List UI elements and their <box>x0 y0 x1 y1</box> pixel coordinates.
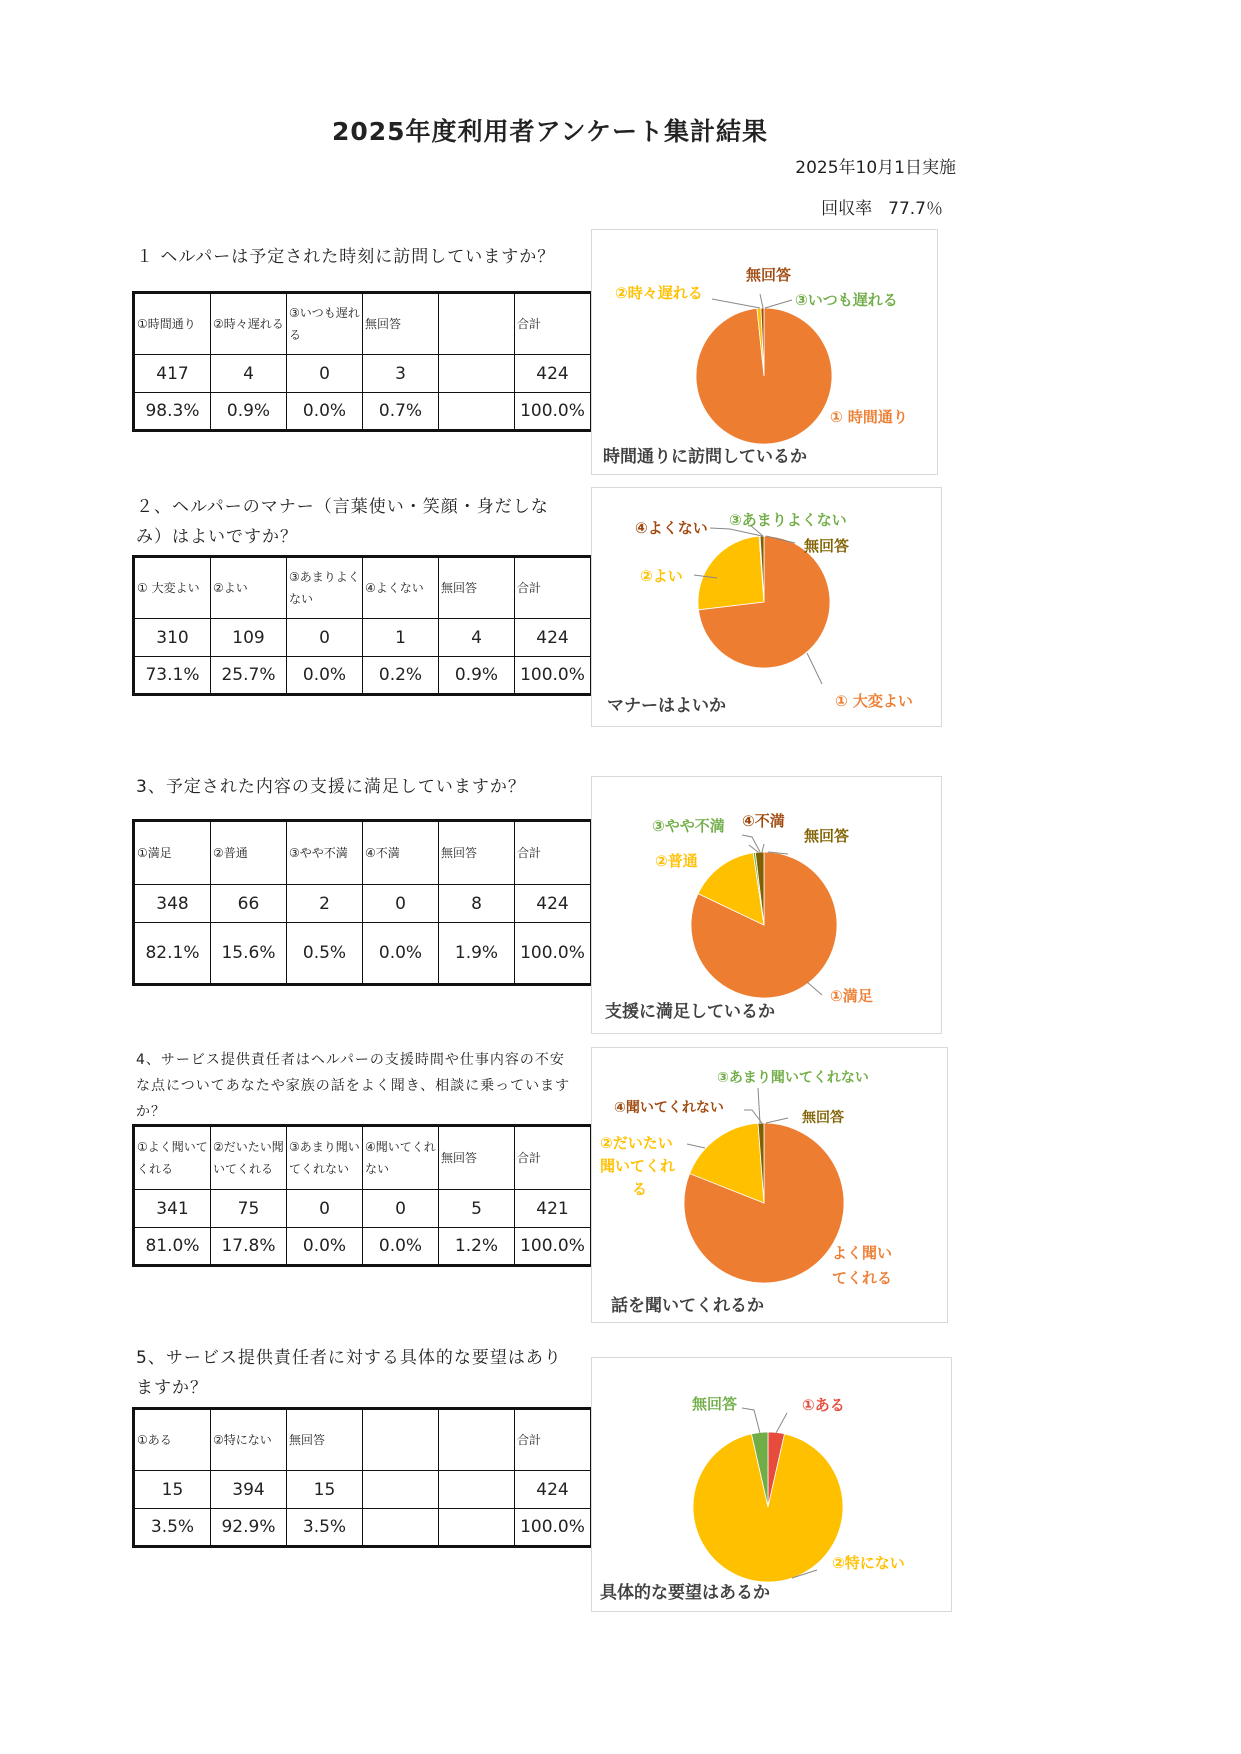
table-header-cell: ②普通 <box>211 821 287 885</box>
percent-cell: 0.0% <box>287 393 363 431</box>
slice-label: ④よくない <box>635 519 708 537</box>
percent-cell: 0.2% <box>363 657 439 695</box>
count-cell: 75 <box>211 1190 287 1228</box>
table-header-cell: 合計 <box>515 557 592 619</box>
percent-cell: 0.0% <box>287 657 363 695</box>
table-header-cell: ① 大変よい <box>134 557 211 619</box>
percent-cell: 100.0% <box>515 657 592 695</box>
question-4-text: 4、サービス提供責任者はヘルパーの支援時間や仕事内容の不安な点についてあなたや家族の話をよく聞き、相談に乗っていますか？ <box>136 1052 571 1120</box>
percent-cell: 0.0% <box>363 1228 439 1266</box>
leader-line <box>776 1413 787 1433</box>
leader-line <box>807 982 822 995</box>
slice-label: ④不満 <box>742 812 785 830</box>
count-cell: 424 <box>515 885 592 923</box>
slice-label: ① 大変よい <box>835 692 913 710</box>
table-header-cell: 無回答 <box>287 1409 363 1471</box>
pie-chart-3 <box>592 777 941 1033</box>
pie-chart-1 <box>592 230 937 474</box>
table-header-cell <box>439 1409 515 1471</box>
table-header-cell: ④よくない <box>363 557 439 619</box>
response-rate-label: 回収率 <box>821 199 873 219</box>
chart-title: 支援に満足しているか <box>605 1002 775 1022</box>
chart-title: 話を聞いてくれるか <box>611 1296 764 1316</box>
slice-label: ②特にない <box>832 1554 905 1572</box>
table-header-cell: ④聞いてくれない <box>363 1126 439 1190</box>
table-header-cell: ②特にない <box>211 1409 287 1471</box>
slice-label: よく聞い <box>832 1244 893 1262</box>
table-header-cell: 合計 <box>515 1126 592 1190</box>
question-3-table <box>132 819 593 986</box>
count-cell: 394 <box>211 1471 287 1509</box>
percent-cell: 73.1% <box>134 657 211 695</box>
table-header-cell: 合計 <box>515 821 592 885</box>
slice-label: 無回答 <box>746 266 792 284</box>
table-header-cell: 無回答 <box>363 293 439 355</box>
table-header-cell: ①満足 <box>134 821 211 885</box>
count-cell: 1 <box>363 619 439 657</box>
pie-slices <box>691 852 837 998</box>
leader-line <box>712 299 760 308</box>
table-header-cell: ③あまりよくない <box>287 557 363 619</box>
table-header-cell: 合計 <box>515 1409 592 1471</box>
response-rate <box>821 194 943 219</box>
pie-slices <box>696 308 832 444</box>
count-cell: 5 <box>439 1190 515 1228</box>
percent-cell <box>439 393 515 431</box>
percent-cell: 0.5% <box>287 923 363 985</box>
question-5-text: 5、サービス提供責任者に対する具体的な要望はありますか？ <box>136 1348 562 1398</box>
leader-line <box>687 1144 705 1148</box>
question-2-text: ２、ヘルパーのマナー（言葉使い・笑顔・身だしなみ）はよいですか？ <box>136 497 549 547</box>
table-header-cell: 無回答 <box>439 1126 515 1190</box>
percent-cell: 1.9% <box>439 923 515 985</box>
slice-label: 無回答 <box>804 537 850 555</box>
table-header-cell: ②よい <box>211 557 287 619</box>
leader-line <box>766 1118 788 1123</box>
count-cell: 0 <box>287 355 363 393</box>
pie-slices <box>698 536 830 668</box>
slice-label: ③いつも遅れる <box>795 291 898 309</box>
question-4-chart <box>591 1047 948 1323</box>
slice-label: ②時々遅れる <box>615 284 703 302</box>
slice-label: てくれる <box>832 1269 893 1287</box>
percent-cell: 3.5% <box>134 1509 211 1547</box>
table-header-cell: 無回答 <box>439 821 515 885</box>
question-3-text: 3、予定された内容の支援に満足していますか？ <box>136 777 526 797</box>
table-header-cell: ②だいたい聞いてくれる <box>211 1126 287 1190</box>
count-cell: 3 <box>363 355 439 393</box>
slice-label: ③あまり聞いてくれない <box>717 1070 869 1086</box>
count-cell: 8 <box>439 885 515 923</box>
leader-line <box>760 294 763 308</box>
table-header-cell: 無回答 <box>439 557 515 619</box>
count-cell: 0 <box>363 885 439 923</box>
count-cell: 424 <box>515 1471 592 1509</box>
slice-label: ②よい <box>640 567 683 585</box>
count-cell <box>439 1471 515 1509</box>
count-cell: 310 <box>134 619 211 657</box>
question-2-chart <box>591 487 942 727</box>
slice-label: 無回答 <box>692 1395 738 1413</box>
pie-slices <box>684 1123 844 1283</box>
percent-cell: 1.2% <box>439 1228 515 1266</box>
count-cell: 0 <box>363 1190 439 1228</box>
question-1-table <box>132 291 593 432</box>
percent-cell <box>439 1509 515 1547</box>
percent-cell: 0.9% <box>439 657 515 695</box>
question-5-table <box>132 1407 593 1548</box>
percent-cell: 98.3% <box>134 393 211 431</box>
question-5-chart <box>591 1357 952 1612</box>
chart-title: マナーはよいか <box>607 696 726 716</box>
response-rate-value: 77.7％ <box>888 199 943 219</box>
percent-cell: 100.0% <box>515 1509 592 1547</box>
count-cell: 2 <box>287 885 363 923</box>
question-2-table <box>132 555 593 696</box>
pie-slices <box>693 1432 843 1582</box>
question-4-table <box>132 1124 593 1267</box>
table-header-cell: ①時間通り <box>134 293 211 355</box>
slice-label: ③やや不満 <box>652 817 725 835</box>
percent-cell: 25.7% <box>211 657 287 695</box>
percent-cell: 0.0% <box>287 1228 363 1266</box>
percent-cell: 100.0% <box>515 393 592 431</box>
percent-cell: 82.1% <box>134 923 211 985</box>
count-cell <box>363 1471 439 1509</box>
slice-label: る <box>632 1180 648 1198</box>
pie-chart-2 <box>592 488 941 726</box>
count-cell: 0 <box>287 1190 363 1228</box>
count-cell: 348 <box>134 885 211 923</box>
slice-label: 聞いてくれ <box>600 1157 676 1175</box>
slice-label: ④聞いてくれない <box>614 1100 724 1116</box>
table-header-cell: ③あまり聞いてくれない <box>287 1126 363 1190</box>
pie-chart-5 <box>592 1358 951 1611</box>
slice-label: 無回答 <box>804 827 850 845</box>
table-header-cell: ③いつも遅れる <box>287 293 363 355</box>
chart-title: 具体的な要望はあるか <box>600 1583 770 1603</box>
survey-date: 2025年10月1日実施 <box>795 158 956 178</box>
table-header-cell <box>439 293 515 355</box>
leader-lines <box>712 294 792 308</box>
slice-label: ①満足 <box>830 987 873 1005</box>
percent-cell: 92.9% <box>211 1509 287 1547</box>
slice-label: ③あまりよくない <box>729 511 847 529</box>
chart-title: 時間通りに訪問しているか <box>603 447 807 467</box>
percent-cell: 17.8% <box>211 1228 287 1266</box>
count-cell: 417 <box>134 355 211 393</box>
count-cell: 424 <box>515 355 592 393</box>
count-cell: 66 <box>211 885 287 923</box>
leader-line <box>807 653 822 684</box>
leader-line <box>765 300 792 308</box>
table-header-cell: ③やや不満 <box>287 821 363 885</box>
question-3-chart <box>591 776 942 1034</box>
percent-cell: 100.0% <box>515 923 592 985</box>
percent-cell: 100.0% <box>515 1228 592 1266</box>
count-cell: 4 <box>211 355 287 393</box>
count-cell: 424 <box>515 619 592 657</box>
pie-slice <box>698 536 764 610</box>
table-header-cell: 合計 <box>515 293 592 355</box>
count-cell: 341 <box>134 1190 211 1228</box>
slice-label: 無回答 <box>802 1110 844 1126</box>
question-1-chart <box>591 229 938 475</box>
percent-cell: 3.5% <box>287 1509 363 1547</box>
count-cell: 15 <box>134 1471 211 1509</box>
percent-cell: 81.0% <box>134 1228 211 1266</box>
count-cell: 421 <box>515 1190 592 1228</box>
slice-label: ① 時間通り <box>830 408 908 426</box>
count-cell: 15 <box>287 1471 363 1509</box>
question-1-text: １ ヘルパーは予定された時刻に訪問していますか？ <box>136 247 556 267</box>
table-header-cell: ④不満 <box>363 821 439 885</box>
slice-label: ②普通 <box>655 852 698 870</box>
percent-cell: 0.7% <box>363 393 439 431</box>
count-cell <box>439 355 515 393</box>
leader-line <box>762 844 764 852</box>
table-header-cell: ②時々遅れる <box>211 293 287 355</box>
leader-line <box>742 835 760 852</box>
pie-chart-4 <box>592 1048 947 1322</box>
table-header-cell: ①ある <box>134 1409 211 1471</box>
table-header-cell: ①よく聞いてくれる <box>134 1126 211 1190</box>
slice-label: ①ある <box>802 1396 845 1414</box>
table-header-cell <box>363 1409 439 1471</box>
slice-label: ②だいたい <box>600 1134 673 1152</box>
leader-line <box>742 1408 760 1433</box>
count-cell: 109 <box>211 619 287 657</box>
percent-cell: 15.6% <box>211 923 287 985</box>
count-cell: 0 <box>287 619 363 657</box>
percent-cell: 0.9% <box>211 393 287 431</box>
percent-cell: 0.0% <box>363 923 439 985</box>
percent-cell <box>363 1509 439 1547</box>
count-cell: 4 <box>439 619 515 657</box>
page-title: 2025年度利用者アンケート集計結果 <box>331 117 769 146</box>
